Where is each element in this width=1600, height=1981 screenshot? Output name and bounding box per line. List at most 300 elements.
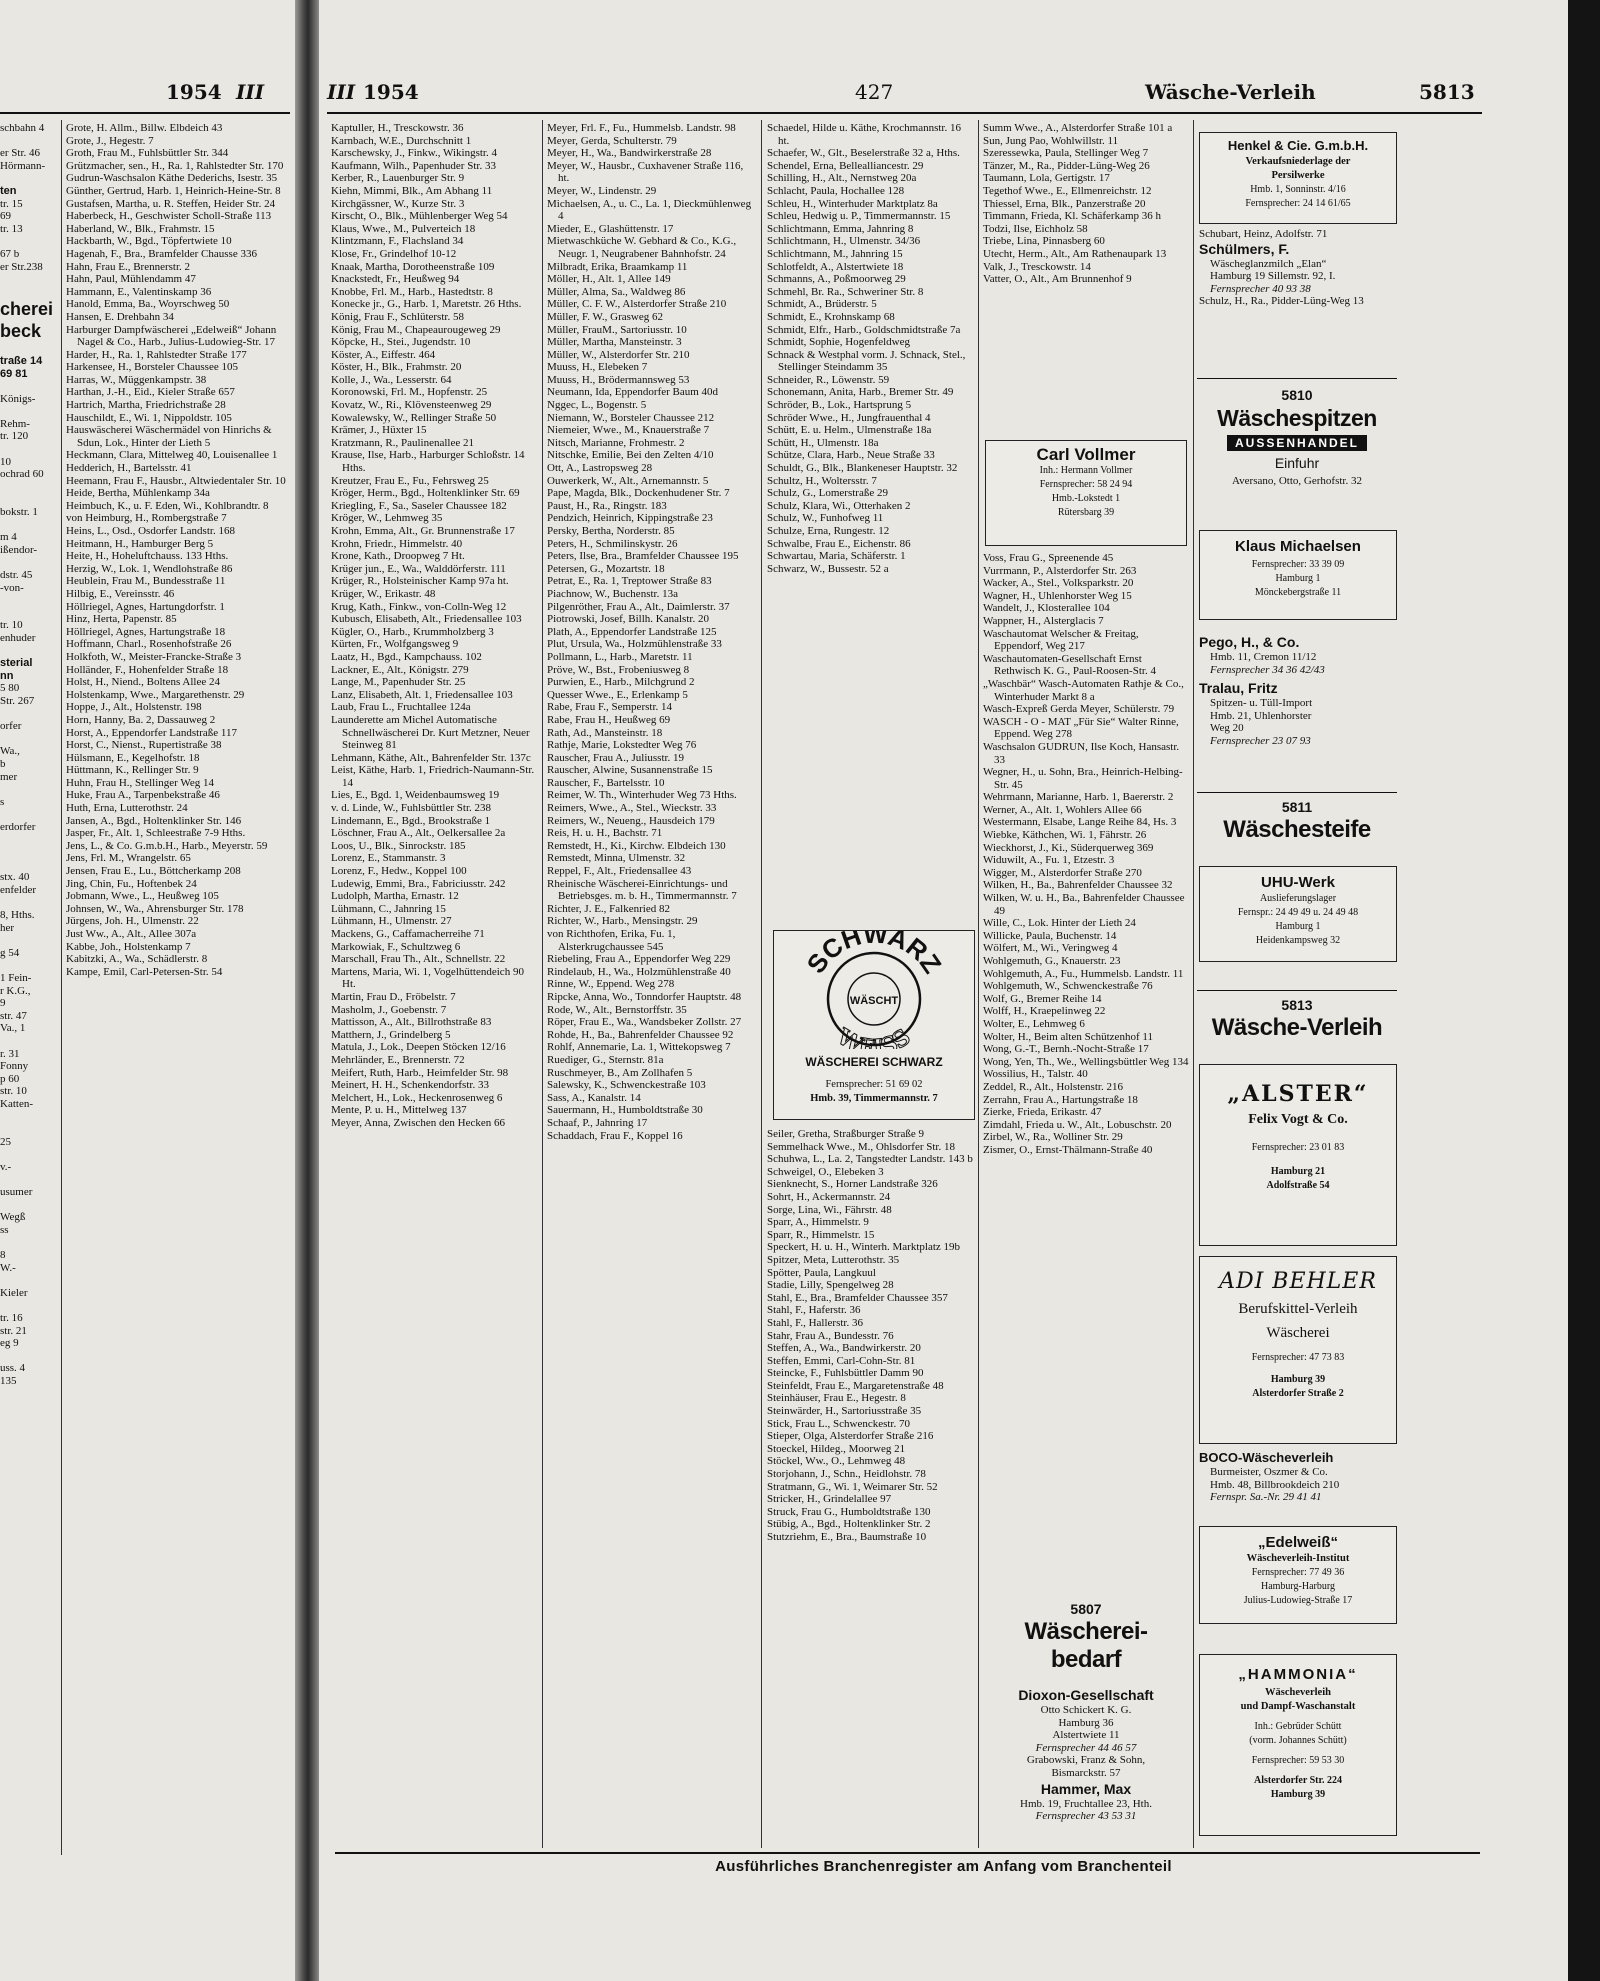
left-header-part: III [236,80,265,104]
entries-column-1 [331,122,539,1844]
list-item: Paust, H., Ra., Ringstr. 183 [547,499,667,512]
list-item [0,519,58,532]
list-item: Pröve, W., Bst., Frobeniusweg 8 [547,663,690,676]
list-item: Schleu, H., Winterhuder Marktplatz 8a [767,197,938,210]
list-item: Mackens, G., Caffamacherreihe 71 [331,928,485,940]
category-5810-entry: Aversano, Otto, Gerhofstr. 32 [1232,475,1362,487]
list-item: Kirscht, O., Blk., Mühlenberger Weg 54 [331,210,508,223]
list-item: Ludolph, Martha, Ernastr. 12 [331,890,459,903]
list-item: Sass, A., Kanalstr. 14 [547,1091,641,1104]
ad-uhu [1199,866,1397,962]
list-item: Stahl, F., Haferstr. 36 [767,1304,861,1317]
list-item [0,708,58,721]
list-item: Knaak, Martha, Dorotheenstraße 109 [331,260,495,273]
ad-edelweiss [1199,1526,1397,1624]
entry-tralau-name: Tralau, Fritz [1199,680,1278,697]
entry-pego-line1: Hmb. 11, Cremon 11/12 [1210,651,1317,663]
ad-vollmer-addr1: Hmb.-Lokstedt 1 [1051,493,1121,504]
ad-henkel-line1: Verkaufsniederlage der [1245,156,1351,167]
list-item: Matula, J., Lok., Deepen Stöcken 12/16 [331,1041,506,1054]
list-item: Stöckel, Ww., O., Lehmweg 48 [767,1455,906,1468]
list-item: Waschautomaten-Gesellschaft Ernst Rethwisch K. G., Paul-Roosen-Str. 4 [983,652,1156,678]
ad-waescherei-schwarz [773,930,975,1120]
list-item: Lehmann, Käthe, Alt., Bahrenfelder Str. 137c [331,751,531,764]
list-item: 5 80 [0,682,20,695]
ad-adi-behler [1199,1256,1397,1444]
list-item: Sorge, Lina, Wi., Fährstr. 48 [767,1203,892,1216]
list-item: Schulz, Klara, Wi., Otterhaken 2 [767,499,911,512]
list-item: Storjohann, J., Schn., Heidlohstr. 78 [767,1468,926,1481]
list-item: Kügler, O., Harb., Krummholzberg 3 [331,625,494,638]
list-item [0,607,58,620]
list-item: Grabowski, Franz & Sohn, [1026,1754,1146,1767]
list-item: Laatz, H., Bgd., Kampchauss. 102 [331,650,482,663]
right-header-year: 1954 [363,80,419,104]
list-item: str. 21 [0,1324,27,1337]
entry-tralau-line1: Spitzen- u. Tüll-Import [1210,697,1313,710]
list-item: Schnack & Westphal vorm. J. Schnack, Stel., Stellinger Steindamm 35 [767,348,966,374]
list-item: Hartrich, Martha, Friedrichstraße 28 [66,399,226,412]
list-item: Hörmann- [0,159,46,172]
book-binding-edge [1568,0,1600,1981]
list-item: Gudrun-Waschsalon Käthe Dederichs, Isestr. 35 [66,172,278,185]
list-item [0,859,58,872]
list-item: Lühmann, H., Ulmenstr. 27 [331,915,452,928]
list-item: Neumann, Ida, Eppendorfer Baum 40d [547,386,719,399]
list-item: r. 31 [0,1047,20,1060]
list-item: Röper, Frau E., Wa., Wandsbeker Zollstr. 27 [547,1016,742,1029]
list-item: Sparr, A., Himmelstr. 9 [767,1216,869,1229]
list-item: Heins, L., Osd., Osdorfer Landstr. 168 [66,525,235,537]
left-page [0,0,295,1981]
ad-behler-phone: Fernsprecher: 47 73 83 [1251,1352,1345,1363]
list-item: Kirchgässner, W., Kurze Str. 3 [331,197,465,210]
list-item: Lackner, E., Alt., Königstr. 279 [331,663,469,676]
list-item: Schütze, Clara, Harb., Neue Straße 33 [767,449,935,462]
list-item: Waschsalon GUDRUN, Ilse Koch, Hansastr. 33 [983,740,1180,766]
list-item: Alstertwiete 11 [1052,1729,1120,1742]
list-item: Hauswäscherei Wäschermädel von Hinrichs & Sdun, Lok., Hinter der Lieth 5 [66,424,272,449]
list-item [0,594,58,607]
list-item [0,1236,58,1249]
list-item: König, Frau F., Schlüterstr. 58 [331,310,464,323]
list-item: Kröger, Herm., Bgd., Holtenklinker Str. 69 [331,487,520,500]
list-item: Marschall, Frau Th., Alt., Schnellstr. 22 [331,953,506,966]
list-item: Lange, M., Papenhuder Str. 25 [331,676,466,689]
ad-hammonia-line2: und Dampf-Waschanstalt [1240,1701,1356,1712]
list-item: Wasch-Expreß Gerda Meyer, Schülerstr. 79 [983,703,1175,716]
list-item: Schröder, B., Lok., Hartsprung 5 [767,399,912,412]
list-item: Semmelhack Wwe., M., Ohlsdorfer Str. 18 [767,1140,955,1153]
list-item: Köster, H., Blk., Frahmstr. 20 [331,361,462,374]
list-item: Fernsprecher 43 53 31 [1035,1810,1137,1823]
list-item: Tänzer, M., Ra., Pidder-Lüng-Weg 26 [983,159,1150,172]
list-item: Salewsky, K., Schwenckestraße 103 [547,1079,706,1092]
list-item: Jürgens, Joh. H., Ulmenstr. 22 [66,915,199,928]
list-item: Stutzriehm, E., Bra., Baumstraße 10 [767,1531,927,1543]
list-item: Niemeier, Wwe., M., Knauerstraße 7 [547,424,710,437]
list-item: Wieckhorst, J., Ki., Süderquerweg 369 [983,841,1154,854]
entry-schuelmers-line3: Fernsprecher 40 93 38 [1210,282,1311,295]
left-header-year: 1954 [166,80,222,104]
entry-pego-line2: Fernsprecher 34 36 42/43 [1210,663,1325,676]
list-item: Stahr, Frau A., Bundesstr. 76 [767,1329,894,1342]
list-item: Zismer, O., Ernst-Thälmann-Straße 40 [983,1143,1153,1156]
list-item: Pollmann, L., Harb., Maretstr. 11 [547,650,693,663]
ad-hammonia-addr2: Hamburg 39 [1270,1789,1326,1800]
list-item: Michaelsen, A., u. C., La. 1, Dieckmühlenweg 4 [547,197,752,223]
entry-schuelmers-line1: Wäscheglanzmilch „Elan“ [1210,257,1327,270]
list-item [0,172,58,185]
page-gutter [295,0,319,1981]
list-item: Wong, Yen, Th., We., Wellingsbüttler Weg 134 [983,1055,1189,1068]
list-item: Matthern, J., Grindelberg 5 [331,1028,451,1041]
list-item: Heemann, Frau F., Hausbr., Altwiedentaler Str. 10 [66,474,286,487]
footer-note: Ausführliches Branchenregister am Anfang vom Branchenteil [715,1858,1172,1875]
list-item: Steincke, F., Fuhlsbüttler Damm 90 [767,1367,924,1380]
list-item: Holstenkamp, Wwe., Margarethenstr. 29 [66,688,245,701]
list-item: Peters, Ilse, Bra., Bramfelder Chaussee 195 [547,550,739,563]
list-item: Hahn, Frau E., Brennerstr. 2 [66,260,191,273]
list-item: Jing, Chin, Fu., Hoftenbek 24 [66,877,197,890]
list-item [0,342,58,355]
list-item: Ouwerkerk, W., Alt., Arnemannstr. 5 [547,474,709,487]
list-item: Schwarz, W., Bussestr. 52 a [767,562,889,575]
ad-hammonia-line1: Wäscheverleih [1265,1687,1331,1698]
list-item: Grote, H. Allm., Billw. Elbdeich 43 [66,122,223,134]
list-item: Hahn, Paul, Mühlendamm 47 [66,273,196,286]
entries-column-5-b [1199,634,1397,794]
list-item: Quesser Wwe., E., Erlenkamp 5 [547,688,688,701]
list-item: Martens, Maria, Wi. 1, Vogelhüttendeich 90 Ht. [331,965,524,991]
list-item [0,846,58,859]
list-item: Persky, Bertha, Norderstr. 85 [547,525,675,537]
list-item: Schilling, H., Alt., Nernstweg 20a [767,172,917,185]
list-item: Jansen, A., Bgd., Holtenklinker Str. 146 [66,814,242,827]
list-item: Loos, U., Blk., Sinrockstr. 185 [331,839,466,852]
list-item: Schuhwa, L., La. 2, Tangstedter Landstr. 143 b [767,1153,973,1166]
list-item: Fernsprecher 44 46 57 [1035,1741,1137,1754]
entry-tralau-line4: Fernsprecher 23 07 93 [1210,734,1311,747]
list-item: Rauscher, Alwine, Susannenstraße 15 [547,764,713,777]
list-item: Jens, Frl. M., Wrangelstr. 65 [66,852,191,865]
list-item: Harburger Dampfwäscherei „Edelweiß“ Johann Nagel & Co., Harb., Julius-Ludowieg-Str. 17 [66,323,277,349]
list-item: Hackbarth, W., Bgd., Töpfertwiete 10 [66,235,232,248]
list-item: Riebeling, Frau A., Eppendorfer Weg 229 [547,953,731,966]
list-item: sterial [0,657,33,670]
list-item: Wolf, G., Bremer Reihe 14 [983,992,1102,1005]
left-edge-column [0,122,58,1862]
list-item: Rohde, H., Ba., Bahrenfelder Chaussee 92 [547,1028,734,1041]
list-item [0,959,58,972]
list-item: Meyer, Anna, Zwischen den Hecken 66 [331,1116,505,1129]
column-divider [761,120,762,1848]
list-item: uss. 4 [0,1362,26,1375]
logo-bottom-text: WEISS [832,1023,916,1049]
category-5810 [1197,386,1397,488]
category-5807-number: 5807 [1070,1601,1102,1617]
column-divider [978,120,979,1848]
list-item: Steinwärder, H., Sartoriusstraße 35 [767,1405,922,1418]
ad-henkel-phone: Fernsprecher: 24 14 61/65 [1245,198,1351,209]
ad-henkel [1199,132,1397,224]
list-item: Piachnow, W., Buchenstr. 13a [547,587,678,600]
list-item: Niemann, W., Borsteler Chaussee 212 [547,411,715,424]
list-item: Stübig, A., Bgd., Holtenklinker Str. 2 [767,1518,931,1531]
list-item: Nggec, L., Bogenstr. 5 [547,399,647,412]
ad-schwarz-name: WÄSCHEREI SCHWARZ [805,1055,943,1069]
right-header-code: 5813 [1419,80,1475,104]
list-item: Schweigel, O., Elebeken 3 [767,1165,884,1178]
list-item: Klose, Fr., Grindelhof 10-12 [331,247,457,260]
list-item: Rath, Ad., Mansteinstr. 18 [547,726,663,739]
list-item [0,405,58,418]
list-item: stx. 40 [0,871,30,884]
list-item: Stick, Frau L., Schwenckestr. 70 [767,1417,910,1430]
list-item: -von- [0,581,24,594]
list-item: Hoppe, J., Alt., Holstenstr. 198 [66,701,202,714]
category-5811 [1197,798,1397,844]
list-item: Wegner, H., u. Sohn, Bra., Heinrich-Helbing-Str. 45 [983,766,1183,791]
list-item: Hammer, Max [1040,1780,1132,1797]
list-item: Stratmann, G., Wi. 1, Weimarer Str. 52 [767,1480,938,1493]
list-item: Schaedel, Hilde u. Käthe, Krochmannstr. 16 ht. [767,122,961,147]
list-item: Kerber, R., Lauenburger Str. 9 [331,172,465,185]
list-item: Schaefer, W., Glt., Beselerstraße 32 a, Hths. [767,147,960,160]
list-item: Schulz, G., Lomerstraße 29 [767,487,888,500]
ad-henkel-line2: Persilwerke [1271,170,1325,181]
list-item: Hüttmann, K., Rellinger Str. 9 [66,764,199,777]
list-item: usumer [0,1186,33,1199]
list-item: b [0,757,6,770]
entry-tralau-line2: Hmb. 21, Uhlenhorster [1210,709,1312,722]
list-item: Fonny [0,1060,29,1073]
list-item: Klintzmann, F., Flachsland 34 [331,235,464,248]
list-item: Müller, Alma, Sa., Waldweg 86 [547,285,686,298]
list-item: Rheinische Wäscherei-Einrichtungs- und Betriebsges. m. b. H., Timmermannstr. 7 [547,877,737,903]
list-item: Sun, Jung Pao, Wohlwillstr. 11 [983,134,1119,147]
list-item: W.- [0,1261,16,1274]
entry-schubart: Schubart, Heinz, Adolfstr. 71 [1199,228,1328,240]
list-item: Mattisson, A., Alt., Billrothstraße 83 [331,1016,492,1029]
list-item: Schonemann, Anita, Harb., Bremer Str. 49 [767,386,954,399]
ad-hammonia-addr1: Alsterdorfer Str. 224 [1253,1775,1343,1786]
list-item: Lanz, Elisabeth, Alt. 1, Friedensallee 103 [331,688,513,701]
list-item: Schlotfeldt, A., Alstertwiete 18 [767,260,904,273]
list-item: Kriegling, F., Sa., Saseler Chaussee 182 [331,499,507,512]
list-item: Wandelt, J., Klosterallee 104 [983,602,1110,615]
list-item: tr. 16 [0,1312,23,1325]
list-item: Groth, Frau M., Fuhlsbüttler Str. 344 [66,147,229,160]
list-item: Höllriegel, Agnes, Hartungdorfstr. 1 [66,600,225,613]
list-item: Stricker, H., Grindelallee 97 [767,1493,892,1506]
list-item: Herzig, W., Lok. 1, Wendlohstraße 86 [66,562,233,575]
list-item: Ludewig, Emmi, Bra., Fabriciusstr. 242 [331,877,506,890]
list-item: Köster, A., Eiffestr. 464 [331,348,436,361]
list-item: Plath, A., Eppendorfer Landstraße 125 [547,625,717,638]
list-item: Rabe, Frau H., Heußweg 69 [547,713,671,726]
list-item: Str. 267 [0,694,35,707]
list-item: nn [0,669,14,682]
right-header-category: Wäsche-Verleih [1145,80,1316,104]
column-divider [542,120,543,1848]
entries-column-4-middle [983,552,1189,1604]
list-item: Kampe, Emil, Carl-Petersen-Str. 54 [66,965,223,978]
list-item: Lorenz, F., Hedw., Koppel 100 [331,865,467,878]
ad-uhu-name: UHU-Werk [1261,874,1335,891]
list-item: Muuss, H., Brödermannsweg 53 [547,373,690,386]
list-item: Schulze, Erna, Rungestr. 12 [767,525,890,537]
right-header-part: III [327,80,356,104]
list-item [0,286,58,299]
category-5810-sub: Einfuhr [1274,455,1320,471]
list-item: Katten- [0,1097,33,1110]
list-item: Wagner, H., Uhlenhorster Weg 15 [983,589,1132,602]
list-item: Meifert, Ruth, Harb., Heimfelder Str. 98 [331,1066,509,1079]
ad-vollmer-name: Carl Vollmer [1036,445,1136,464]
list-item: Hanold, Emma, Ba., Woyrschweg 50 [66,298,230,311]
list-item: Schlichtmann, M., Jahnring 15 [767,247,903,260]
list-item: Peters, H., Schmilinskystr. 26 [547,537,678,550]
list-item: Sienknecht, S., Horner Landstraße 326 [767,1178,938,1191]
ad-alster-addr2: Adolfstraße 54 [1266,1180,1330,1191]
list-item: Wolter, H., Beim alten Schützenhof 11 [983,1030,1153,1043]
ad-uhu-line2: Fernspr.: 24 49 49 u. 24 49 48 [1237,907,1359,918]
list-item [0,645,58,658]
section-rule [1197,792,1397,793]
category-5810-title: Wäschespitzen [1217,405,1377,431]
list-item: Leist, Käthe, Harb. 1, Friedrich-Naumann-Str. 14 [331,764,535,789]
ad-vollmer-phone: Fernsprecher: 58 24 94 [1039,479,1133,490]
list-item: Thiessel, Erna, Blk., Panzerstraße 20 [983,197,1146,210]
list-item: Werner, A., Alt. 1, Wohlers Allee 66 [983,803,1142,816]
list-item: Schulz, W., Funhofweg 11 [767,512,884,525]
list-item: Hansen, E. Drehbahn 34 [66,310,174,323]
list-item: Utecht, Herm., Alt., Am Rathenaupark 13 [983,247,1167,260]
list-item [0,1199,58,1212]
list-item [0,808,58,821]
list-item: tr. 120 [0,430,29,443]
list-item: Laub, Frau L., Fruchtallee 124a [331,701,471,714]
list-item: Reis, H. u. H., Bachstr. 71 [547,827,663,840]
list-item: Hülsmann, E., Kegelhofstr. 18 [66,751,200,764]
list-item: Valk, J., Tresckowstr. 14 [983,260,1091,273]
list-item: Meyer, H., Wa., Bandwirkerstraße 28 [547,147,712,160]
list-item: 8 [0,1249,6,1262]
logo-top-text: SCHWARZ [800,931,948,979]
list-item: Kiehn, Mimmi, Blk., Am Abhang 11 [331,184,493,197]
list-item: Widuwilt, A., Fu. 1, Etzestr. 3 [983,854,1115,867]
entry-schulz: Schulz, H., Ra., Pidder-Lüng-Weg 13 [1199,295,1364,308]
ad-edelweiss-line1: Wäscheverleih-Institut [1246,1553,1350,1564]
list-item: Steinhäuser, Frau E., Hegestr. 8 [767,1392,906,1405]
list-item: Mietwaschküche W. Gebhard & Co., K.G., Neugr. 1, Neugrabener Bahnhofstr. 24 [547,235,737,260]
list-item: Zirbel, W., Ra., Wolliner Str. 29 [983,1131,1123,1144]
list-item: 1 Fein- [0,972,32,984]
list-item: Westermann, Elsabe, Lange Reihe 84, Hs. 3 [983,816,1177,829]
list-item: Hagenah, F., Bra., Bramfelder Chausse 336 [66,247,257,260]
list-item: Rindelaub, H., Wa., Holzmühlenstraße 40 [547,965,731,978]
list-item: Kürten, Fr., Wolfgangsweg 9 [331,638,459,651]
ad-klaus-michaelsen [1199,530,1397,620]
list-item: Petersen, G., Mozartstr. 18 [547,562,665,575]
list-item: Hoffmann, Charl., Rosenhofstraße 26 [66,638,232,651]
list-item: Horn, Hanny, Ba. 2, Dassauweg 2 [66,713,216,726]
list-item [0,1299,58,1312]
list-item: tr. 10 [0,619,23,632]
ad-michaelsen-name: Klaus Michaelsen [1235,538,1361,555]
list-item: Schlichtmann, Emma, Jahnring 8 [767,222,914,235]
list-item: Schmidt, E., Krohnskamp 68 [767,310,895,323]
list-item: Holländer, F., Hohenfelder Straße 18 [66,663,229,676]
list-item: Lies, E., Bgd. 1, Weidenbaumsweg 19 [331,789,500,802]
list-item: Jens, L., & Co. G.m.b.H., Harb., Meyerstr. 59 [66,839,268,852]
list-item: Kovatz, W., Ri., Klövensteenweg 29 [331,399,492,412]
list-item: Jasper, Fr., Alt. 1, Schleestraße 7-9 Hths. [66,827,246,840]
list-item: Müller, F. W., Grasweg 62 [547,310,664,323]
list-item: Wong, G.-T., Bernh.-Nocht-Straße 17 [983,1043,1149,1056]
category-5811-number: 5811 [1281,799,1313,815]
list-item: ißendor- [0,543,38,556]
entries-column-3-top [767,122,973,918]
list-item: Löschner, Frau A., Alt., Oelkersallee 2a [331,827,506,840]
list-item: Todzi, Ilse, Eichholz 58 [983,222,1088,235]
ad-alster-sub: Felix Vogt & Co. [1248,1112,1348,1127]
list-item: Piotrowski, Josef, Billh. Kanalstr. 20 [547,613,709,626]
list-item: Karnbach, W.E., Durchschnitt 1 [331,134,472,147]
list-item: ochrad 60 [0,468,44,481]
ad-alster-phone: Fernsprecher: 23 01 83 [1251,1142,1345,1153]
list-item: 8, Hths. [0,909,35,922]
category-5813-title: Wäsche-Verleih [1211,1014,1383,1041]
category-5807-title-2: bedarf [1050,1646,1122,1673]
section-rule [1197,990,1397,991]
list-item: er Str.238 [0,260,43,273]
list-item: Kowalewsky, W., Rellinger Straße 50 [331,411,497,424]
ad-hammonia-phone: Fernsprecher: 59 53 30 [1251,1755,1345,1766]
list-item: Sohrt, H., Ackermannstr. 24 [767,1190,891,1203]
ad-henkel-name: Henkel & Cie. G.m.b.H. [1227,138,1369,153]
category-5811-title: Wäschesteife [1223,816,1371,843]
list-item: ten [0,184,17,197]
list-item: cherei [0,299,54,320]
list-item: Stahl, F., Hallerstr. 36 [767,1316,863,1329]
entry-boco-line3: Fernspr. Sa.-Nr. 29 41 41 [1210,1491,1322,1504]
list-item: Seiler, Gretha, Straßburger Straße 9 [767,1128,924,1140]
list-item: 135 [0,1375,17,1387]
list-item: Vatter, O., Alt., Am Brunnenhof 9 [983,273,1132,286]
list-item: er Str. 46 [0,147,41,160]
list-item: Plut, Ursula, Wa., Holzmühlenstraße 33 [547,638,722,651]
list-item: v.- [0,1160,12,1173]
list-item: Rinne, W., Eppend. Weg 278 [547,978,675,991]
list-item: p 60 [0,1072,20,1085]
list-item: Just Ww., A., Alt., Allee 307a [66,928,197,940]
list-item: Wehrmann, Marianne, Harb. 1, Baererstr. 2 [983,791,1174,804]
list-item: Kolle, J., Wa., Lesserstr. 64 [331,373,452,386]
list-item: Heite, H., Hoheluftchauss. 133 Hths. [66,550,229,563]
list-item: Rathje, Marie, Lokstedter Weg 76 [547,739,697,752]
list-item: Remstedt, Minna, Ulmenstr. 32 [547,852,686,865]
list-item: Speckert, H. u. H., Winterh. Marktplatz 19b [767,1241,961,1254]
list-item: Konecke jr., G., Harb. 1, Maretstr. 26 Hths. [331,298,522,311]
list-item: orfer [0,720,22,733]
list-item [0,380,58,393]
ad-michaelsen-addr1: Hamburg 1 [1275,573,1321,584]
list-item: ss [0,1223,9,1236]
list-item [0,934,58,947]
list-item: Lindemann, E., Bgd., Brookstraße 1 [331,814,491,827]
